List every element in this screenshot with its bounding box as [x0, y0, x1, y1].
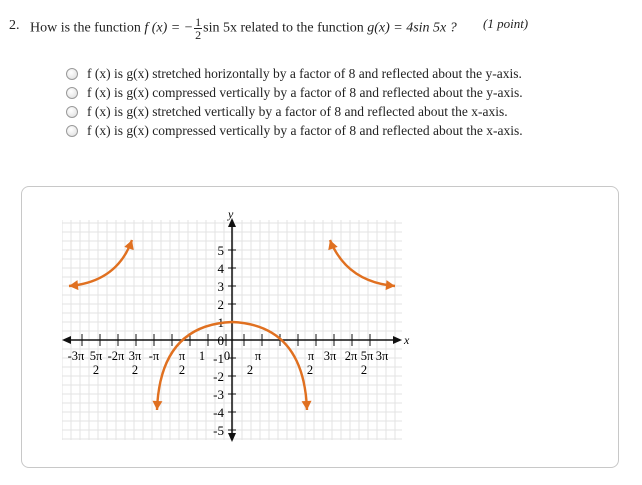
x-axis-left-arrow	[62, 336, 71, 344]
arrow-head	[69, 280, 78, 290]
x-tick-label: -3π	[67, 349, 85, 363]
y-tick-label: 3	[217, 279, 224, 294]
x-tick-label: 3π	[375, 349, 389, 363]
x-tick-label: π	[307, 349, 315, 363]
option-3-text: f (x) is g(x) stretched vertically by a factor of 8 and reflected about the x-axis.	[87, 103, 508, 119]
fraction-denominator: 2	[195, 28, 202, 42]
y-axis-down-arrow	[228, 433, 236, 442]
x-tick-label-denominator: 2	[131, 363, 139, 377]
x-tick-label-denominator: 2	[246, 363, 254, 377]
question-middle: related to the function	[240, 20, 364, 36]
option-3[interactable]	[66, 102, 523, 121]
x-tick-label: 5π	[89, 349, 103, 363]
x-axis-right-arrow	[393, 336, 402, 344]
arrow-head	[302, 401, 312, 410]
x-tick-label: π	[178, 349, 186, 363]
question-text	[30, 16, 457, 41]
y-tick-label: -2	[213, 369, 224, 384]
y-tick-label: -5	[213, 423, 224, 438]
curve-upper-left	[69, 240, 132, 286]
graph-panel	[21, 186, 619, 468]
y-axis-label: y	[228, 210, 234, 221]
x-tick-label: 5π	[360, 349, 374, 363]
x-tick-label-denominator: 2	[92, 363, 100, 377]
points-label: (1 point)	[483, 16, 529, 31]
x-tick-label: π	[254, 349, 262, 363]
fraction-numerator: 1	[195, 15, 202, 29]
x-tick-label: 3π	[323, 349, 337, 363]
x-tick-label-denominator: 2	[360, 363, 368, 377]
curve-upper-right	[330, 240, 395, 286]
radio-button[interactable]	[66, 87, 78, 99]
x-tick-label: -π	[148, 349, 160, 363]
x-tick-label-denominator: 2	[178, 363, 186, 377]
y-tick-label: 2	[217, 297, 224, 312]
option-1-text: f (x) is g(x) stretched horizontally by a factor of 8 and reflected about the y-axis.	[87, 65, 522, 81]
y-tick-label: -3	[213, 387, 224, 402]
y-tick-label: 1	[217, 315, 224, 330]
g-expression: g(x) = 4sin 5x ?	[367, 20, 457, 36]
y-tick-label: 4	[217, 261, 224, 276]
radio-button[interactable]	[66, 68, 78, 80]
question-prefix: How is the function	[30, 20, 141, 36]
x-tick-label: 0	[223, 349, 231, 363]
option-2-text: f (x) is g(x) compressed vertically by a factor of 8 and reflected about the y-axis.	[87, 84, 523, 100]
function-graph	[62, 210, 422, 450]
y-tick-label: 0	[217, 333, 224, 348]
y-tick-label: -1	[213, 351, 224, 366]
option-4-text: f (x) is g(x) compressed vertically by a factor of 8 and reflected about the x-axis.	[87, 122, 523, 138]
arrow-head	[386, 280, 395, 290]
radio-button[interactable]	[66, 106, 78, 118]
option-2[interactable]	[66, 83, 523, 102]
x-tick-label-denominator: 2	[306, 363, 314, 377]
question-number: 2.	[9, 18, 20, 33]
radio-button[interactable]	[66, 125, 78, 137]
option-1[interactable]	[66, 64, 523, 83]
x-axis-label: x	[404, 333, 410, 347]
y-tick-label: -4	[213, 405, 224, 420]
fraction	[194, 16, 202, 41]
x-tick-label: -2π	[107, 349, 125, 363]
f-rhs: sin 5x	[203, 20, 237, 36]
x-tick-label: 2π	[344, 349, 358, 363]
x-tick-label: 3π	[128, 349, 142, 363]
f-lhs: f (x) = −	[144, 20, 194, 36]
y-tick-label: 5	[217, 243, 224, 258]
option-4[interactable]	[66, 121, 523, 140]
x-tick-label: 1	[198, 349, 206, 363]
answer-options	[66, 64, 523, 140]
